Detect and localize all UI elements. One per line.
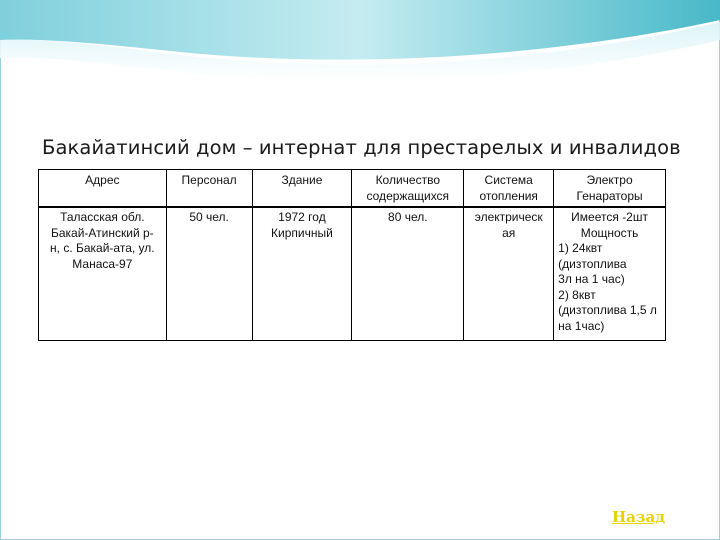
- header-residents-count: Количество содержащихся: [352, 170, 464, 208]
- header-heating-system: Система отопления: [464, 170, 554, 208]
- cell-building: 1972 год Кирпичный: [252, 207, 352, 341]
- facility-table: [38, 169, 666, 341]
- cell-address: Таласская обл. Бакай-Атинский р- н, с. Бакай-ата, ул. Манаса-97: [39, 207, 167, 341]
- header-building: Здание: [252, 170, 352, 208]
- header-staff: Персонал: [166, 170, 252, 208]
- cell-residents-count: 80 чел.: [352, 207, 464, 341]
- cell-generators: Имеется -2шт Мощность 1) 24квт (дизтоплива 3л на 1 час) 2) 8квт (дизтоплива 1,5 л на 1час): [554, 207, 666, 341]
- header-address: Адрес: [39, 170, 167, 208]
- slide-title: Бакайатинсий дом – интернат для престарелых и инвалидов: [42, 136, 681, 159]
- table-header-row: [39, 170, 666, 208]
- decorative-wave-header: [0, 0, 720, 90]
- back-link[interactable]: Назад: [612, 508, 666, 526]
- cell-heating-system: электрическ ая: [464, 207, 554, 341]
- table-row: [39, 207, 666, 341]
- header-generators: Электро Генараторы: [554, 170, 666, 208]
- cell-staff: 50 чел.: [166, 207, 252, 341]
